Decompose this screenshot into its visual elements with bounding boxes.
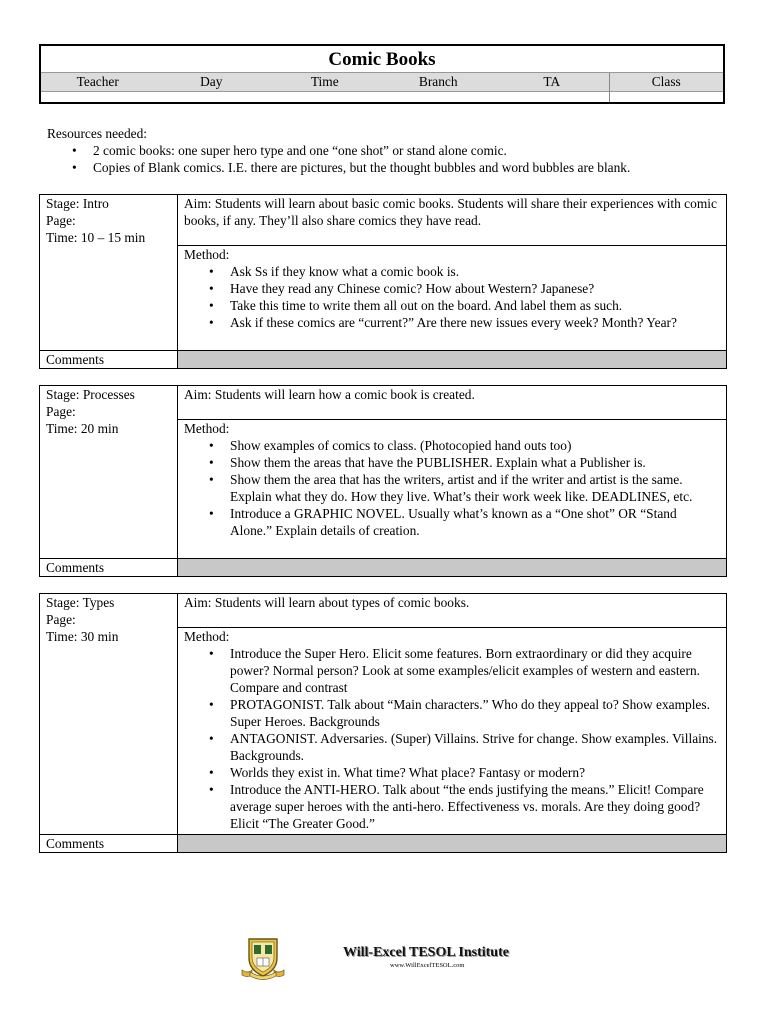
method-list bbox=[184, 437, 720, 539]
method-item: • Ask if these comics are “current?” Are there new issues every week? Month? Year? bbox=[184, 314, 720, 331]
header-col-class: Class bbox=[609, 73, 724, 91]
header-box bbox=[39, 44, 725, 104]
institute-url: www.WillExcelTESOL.com bbox=[390, 962, 465, 969]
method-item: • Worlds they exist in. What time? What place? Fantasy or modern? bbox=[184, 764, 720, 781]
aim-cell: Aim: Students will learn about types of comic books. bbox=[178, 594, 727, 628]
method-item: • Take this time to write them all out on the board. And label them as such. bbox=[184, 297, 720, 314]
resources-list bbox=[47, 142, 737, 176]
page-label: Page: bbox=[46, 213, 76, 228]
method-cell bbox=[178, 246, 727, 351]
method-list bbox=[184, 263, 720, 331]
stage-info-cell bbox=[40, 386, 178, 559]
header-blank-row bbox=[41, 91, 723, 102]
time-label: Time: 30 min bbox=[46, 629, 119, 644]
stage-info-cell bbox=[40, 594, 178, 835]
method-label: Method: bbox=[184, 421, 230, 436]
time-label: Time: 10 – 15 min bbox=[46, 230, 146, 245]
resources-heading: Resources needed: bbox=[47, 126, 148, 141]
document-title: Comic Books bbox=[328, 49, 436, 70]
page-label: Page: bbox=[46, 612, 76, 627]
comments-label: Comments bbox=[40, 559, 178, 577]
comments-label: Comments bbox=[40, 835, 178, 853]
stage-table-types bbox=[39, 593, 727, 853]
resource-item: • Copies of Blank comics. I.E. there are pictures, but the thought bubbles and word bubbles are blank. bbox=[47, 159, 737, 176]
header-col-day: Day bbox=[200, 74, 223, 89]
page-label: Page: bbox=[46, 404, 76, 419]
footer bbox=[240, 936, 540, 980]
aim-cell: Aim: Students will learn how a comic book is created. bbox=[178, 386, 727, 420]
method-item: • Show examples of comics to class. (Photocopied hand outs too) bbox=[184, 437, 720, 454]
stage-info-cell bbox=[40, 195, 178, 351]
header-col-branch: Branch bbox=[418, 74, 458, 89]
header-col-ta: TA bbox=[543, 74, 561, 89]
method-item: • Introduce the ANTI-HERO. Talk about “the ends justifying the means.” Elicit! Compare average super heroes with the anti-hero. Effectiveness vs. morals. Are they doing good? Elicit “The Greater Good.” bbox=[184, 781, 720, 832]
method-label: Method: bbox=[184, 629, 230, 644]
method-item: • Have they read any Chinese comic? How about Western? Japanese? bbox=[184, 280, 720, 297]
method-item: • Ask Ss if they know what a comic book is. bbox=[184, 263, 720, 280]
stage-table-processes bbox=[39, 385, 727, 577]
method-cell bbox=[178, 420, 727, 559]
stage-label: Stage: Intro bbox=[46, 196, 109, 211]
aim-cell: Aim: Students will learn about basic comic books. Students will share their experiences with comic books, if any. They’ll also share comics they have read. bbox=[178, 195, 727, 246]
method-item: • Introduce a GRAPHIC NOVEL. Usually what’s known as a “One shot” OR “Stand Alone.” Explain details of creation. bbox=[184, 505, 720, 539]
method-item: • ANTAGONIST. Adversaries. (Super) Villains. Strive for change. Show examples. Villains. Backgrounds. bbox=[184, 730, 720, 764]
institute-crest-icon bbox=[240, 936, 286, 980]
method-item: • Show them the area that has the writers, artist and if the writer and artist is the same. Explain what they do. How they live. What’s their work week like. DEADLINES, etc. bbox=[184, 471, 720, 505]
header-col-teacher: Teacher bbox=[76, 74, 119, 89]
comments-field bbox=[178, 835, 727, 853]
comments-field bbox=[178, 351, 727, 369]
method-cell bbox=[178, 628, 727, 835]
resources-section bbox=[47, 125, 737, 176]
header-col-time: Time bbox=[310, 74, 339, 89]
header-columns-row bbox=[41, 72, 723, 92]
comments-label: Comments bbox=[40, 351, 178, 369]
method-item: • Introduce the Super Hero. Elicit some features. Born extraordinary or did they acquire power? Normal person? Look at some examples/elicit examples of western and eastern. Compare and contrast bbox=[184, 645, 720, 696]
institute-name: Will-Excel TESOL Institute bbox=[343, 945, 509, 960]
method-label: Method: bbox=[184, 247, 230, 262]
time-label: Time: 20 min bbox=[46, 421, 119, 436]
method-item: • PROTAGONIST. Talk about “Main characters.” Who do they appeal to? Show examples. Super Heroes. Backgrounds bbox=[184, 696, 720, 730]
stage-label: Stage: Processes bbox=[46, 387, 135, 402]
method-list bbox=[184, 645, 720, 832]
stage-label: Stage: Types bbox=[46, 595, 115, 610]
resource-item: • 2 comic books: one super hero type and one “one shot” or stand alone comic. bbox=[47, 142, 737, 159]
stage-table-intro bbox=[39, 194, 727, 369]
comments-field bbox=[178, 559, 727, 577]
method-item: • Show them the areas that have the PUBLISHER. Explain what a Publisher is. bbox=[184, 454, 720, 471]
